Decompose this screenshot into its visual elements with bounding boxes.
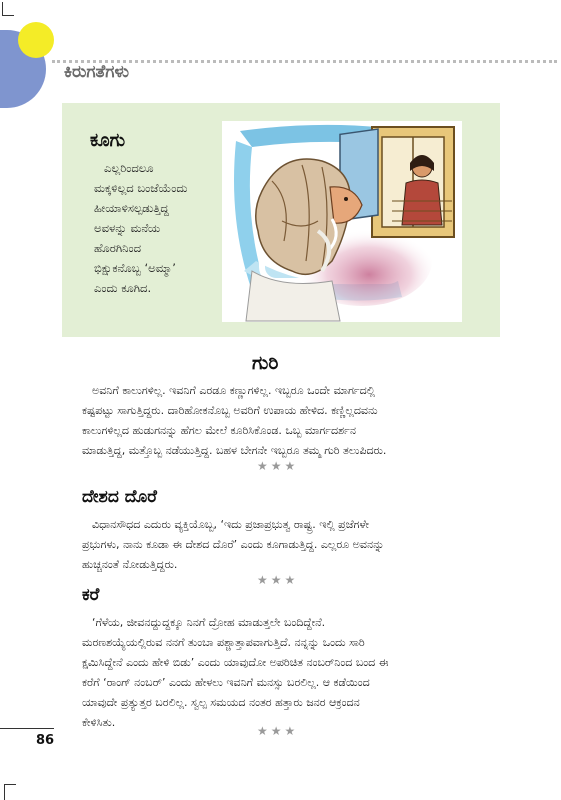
text-line: ಕ್ಷಮಿಸಿದ್ದೇನೆ ಎಂದು ಹೇಳಿ ಬಿಡು’ ಎಂದು ಯಾವುದೋ ಅಪರಿಚಿತ ನಂಬರ್‌ನಿಂದ ಬಂದ ಈ (82, 656, 389, 669)
featured-story-title: ಕೂಗು (90, 130, 126, 151)
text-line: ವಿಧಾನಸೌಧದ ಎದುರು ವ್ಯಕ್ತಿಯೊಬ್ಬ, ‘ಇದು ಪ್ರಜಾಪ್ರಭುತ್ವ ರಾಷ್ಟ್ರ. ಇಲ್ಲಿ ಪ್ರಜೆಗಳೇ (92, 518, 370, 531)
featured-story-text (94, 158, 214, 298)
text-line: ಯಾವುದೇ ಪ್ರತ್ಯುತ್ತರ ಬರಲಿಲ್ಲ. ಸ್ವಲ್ಪ ಸಮಯದ ನಂತರ ಹತ್ತಾರು ಜನರ ಆಕ್ರಂದನ (82, 696, 360, 709)
story-title-deshada-dore: ದೇಶದ ದೊರೆ (82, 487, 157, 507)
text-line: ಹೊರಗಿನಿಂದ (94, 241, 142, 255)
text-line: ಅವಳನ್ನು ಮನೆಯ (94, 221, 161, 235)
text-line: ಕರೆಗೆ ‘ರಾಂಗ್ ನಂಬರ್’ ಎಂದು ಹೇಳಲು ಇವನಿಗೆ ಮನಸ್ಸು ಬರಲಿಲ್ಲ. ಆ ಕಡೆಯಿಂದ (82, 676, 370, 689)
text-line: ಅವನಿಗೆ ಕಾಲುಗಳಿಲ್ಲ. ಇವನಿಗೆ ಎರಡೂ ಕಣ್ಣುಗಳಿಲ್ಲ. ಇಬ್ಬರೂ ಒಂದೇ ಮಾರ್ಗದಲ್ಲಿ (92, 384, 376, 397)
text-line: ಹುಚ್ಚನಂತೆ ನೋಡುತ್ತಿದ್ದರು. (82, 558, 178, 571)
crop-mark-bottom-h (4, 784, 16, 785)
text-line: ಎಂದು ಕೂಗಿದ. (94, 281, 152, 295)
crop-mark-top-h (2, 15, 14, 16)
crop-mark-bottom (4, 784, 5, 800)
text-line: ಮರಣಶಯ್ಯೆಯಲ್ಲಿರುವ ನನಗೆ ತುಂಬಾ ಪಶ್ಚಾತ್ತಾಪವಾಗುತ್ತಿದೆ. ನನ್ನನ್ನು ಒಂದು ಸಾರಿ (82, 636, 365, 649)
text-line: ಕಷ್ಟಪಟ್ಟು ಸಾಗುತ್ತಿದ್ದರು. ದಾರಿಹೋಕನೊಬ್ಬ ಅವರಿಗೆ ಉಪಾಯ ಹೇಳಿದ. ಕಣ್ಣಿಲ್ಲದವನು (82, 404, 378, 417)
text-line: ‘ಗೆಳೆಯ, ಜೀವನದ್ದುದ್ದಕ್ಕೂ ನಿನಗೆ ದ್ರೋಹ ಮಾಡುತ್ತಲೇ ಬಂದಿದ್ದೇನೆ. (92, 616, 326, 629)
text-line: ಪ್ರಭುಗಳು, ನಾನು ಕೂಡಾ ಈ ದೇಶದ ದೊರೆ’ ಎಂದು ಕೂಗಾಡುತ್ತಿದ್ದ. ಎಲ್ಲರೂ ಅವನನ್ನು (82, 538, 385, 551)
section-separator: ★★★ (257, 573, 299, 587)
section-separator: ★★★ (257, 724, 299, 738)
page-number-rule (0, 728, 54, 729)
story-title-guri: ಗುರಿ (252, 352, 279, 374)
text-line: ಕಾಲುಗಳಿಲ್ಲದ ಹುಡುಗನನ್ನು ಹೆಗಲ ಮೇಲೆ ಕೂರಿಸಿಕೊಂಡ. ಒಬ್ಬ ಮಾರ್ಗದರ್ಶನ (82, 424, 356, 437)
section-separator: ★★★ (257, 459, 299, 473)
decorative-yellow-circle (18, 22, 54, 58)
page-number: 86 (36, 733, 55, 748)
text-line: ಮಕ್ಕಳಿಲ್ಲದ ಬಂಜೆಯೆಂದು (94, 181, 188, 195)
story-illustration (222, 121, 462, 322)
story-body-guri (82, 381, 492, 461)
text-line: ಎಲ್ಲರಿಂದಲೂ (104, 161, 154, 175)
story-body-deshada-dore (82, 515, 492, 575)
beggar-window-illustration (222, 121, 462, 322)
text-line: ಮಾಡುತ್ತಿದ್ದ, ಮತ್ತೊಬ್ಬ ನಡೆಯುತ್ತಿದ್ದ. ಬಹಳ ಬೇಗನೇ ಇಬ್ಬರೂ ತಮ್ಮ ಗುರಿ ತಲುಪಿದರು. (82, 444, 387, 457)
story-title-kare: ಕರೆ (82, 585, 100, 605)
text-line: ಭಿಕ್ಷುಕನೊಬ್ಬ ‘ಅಮ್ಮಾ’ (94, 261, 176, 275)
crop-mark-top (2, 2, 3, 16)
section-title: ಕಿರುಗತೆಗಳು (64, 62, 130, 82)
story-body-kare (82, 613, 492, 733)
text-line: ಹೀಯಾಳಿಸಲ್ಪಡುತ್ತಿದ್ದ (94, 201, 169, 215)
text-line: ಕೇಳಿಸಿತು. (82, 716, 116, 729)
